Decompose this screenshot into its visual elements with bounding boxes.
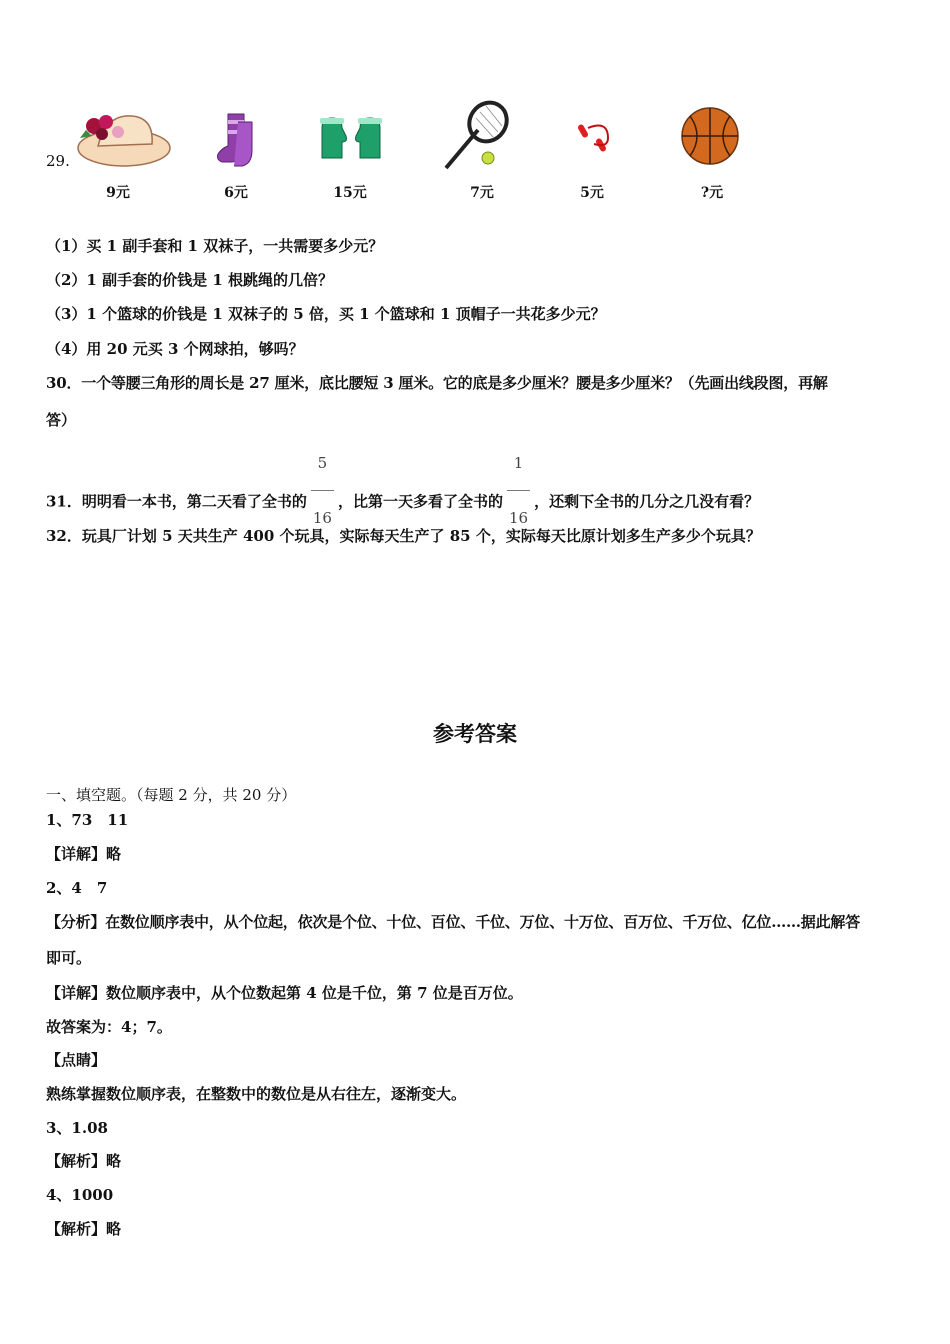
answer-2-detail: 【详解】数位顺序表中，从个位数起第 4 位是千位，第 7 位是百万位。 xyxy=(46,984,523,1002)
price-socks: 6元 xyxy=(224,185,248,201)
jump-rope-icon xyxy=(574,118,614,158)
frac2-denominator: 16 xyxy=(509,509,529,527)
q31-part2: ，比第一天多看了全书的 xyxy=(337,492,503,511)
section-heading: 一、填空题。（每题 2 分，共 20 分） xyxy=(46,786,297,804)
q29-sub2: （2）1 副手套的价钱是 1 根跳绳的几倍？ xyxy=(46,271,333,289)
q31-part1: 31．明明看一本书，第二天看了全书的 xyxy=(46,492,307,511)
q30-line2: 答） xyxy=(46,411,77,429)
price-jump-rope: 5元 xyxy=(580,185,604,201)
answer-2-point-label: 【点睛】 xyxy=(46,1051,107,1069)
q31-part3: ，还剩下全书的几分之几没有看？ xyxy=(534,492,760,511)
answer-1: 1、73 11 xyxy=(46,811,129,829)
q29-sub3: （3）1 个篮球的价钱是 1 双袜子的 5 倍，买 1 个篮球和 1 顶帽子一共花多少元？ xyxy=(46,305,606,323)
price-racket: 7元 xyxy=(470,185,494,201)
answer-2-analysis-1: 【分析】在数位顺序表中，从个位起，依次是个位、十位、百位、千位、万位、十万位、百万位、千万位、亿位……据此解答 xyxy=(46,913,861,931)
hat-icon xyxy=(76,108,172,170)
q29-sub4: （4）用 20 元买 3 个网球拍，够吗？ xyxy=(46,340,304,358)
frac2-numerator: 1 xyxy=(513,454,524,472)
answer-1-detail: 【详解】略 xyxy=(46,845,122,863)
answer-2-point: 熟练掌握数位顺序表，在整数中的数位是从右往左，逐渐变大。 xyxy=(46,1085,467,1103)
answer-2: 2、4 7 xyxy=(46,879,108,897)
price-mittens: 15元 xyxy=(333,185,367,201)
frac1-denominator: 16 xyxy=(312,509,332,527)
answer-4: 4、1000 xyxy=(46,1186,114,1204)
q29-sub1: （1）买 1 副手套和 1 双袜子，一共需要多少元？ xyxy=(46,237,384,255)
price-hat: 9元 xyxy=(106,185,130,201)
answer-2-analysis-2: 即可。 xyxy=(46,949,92,967)
answer-2-answer: 故答案为：4；7。 xyxy=(46,1018,172,1036)
tennis-racket-icon xyxy=(440,98,516,172)
q29-number: 29. xyxy=(46,152,70,170)
basketball-icon xyxy=(680,106,740,166)
price-basketball: ?元 xyxy=(700,185,724,201)
answer-3: 3、1.08 xyxy=(46,1119,108,1137)
q30-line1: 30．一个等腰三角形的周长是 27 厘米，底比腰短 3 厘米。它的底是多少厘米？腰是多少厘米？（先画出线段图，再解 xyxy=(46,374,828,392)
mittens-icon xyxy=(316,114,386,166)
socks-icon xyxy=(214,112,260,168)
answer-3-detail: 【解析】略 xyxy=(46,1152,122,1170)
answers-title: 参考答案 xyxy=(433,722,517,746)
frac1-numerator: 5 xyxy=(317,454,328,472)
answer-4-detail: 【解析】略 xyxy=(46,1220,122,1238)
q32-text: 32．玩具厂计划 5 天共生产 400 个玩具，实际每天生产了 85 个，实际每天比原计划多生产多少个玩具？ xyxy=(46,527,761,545)
